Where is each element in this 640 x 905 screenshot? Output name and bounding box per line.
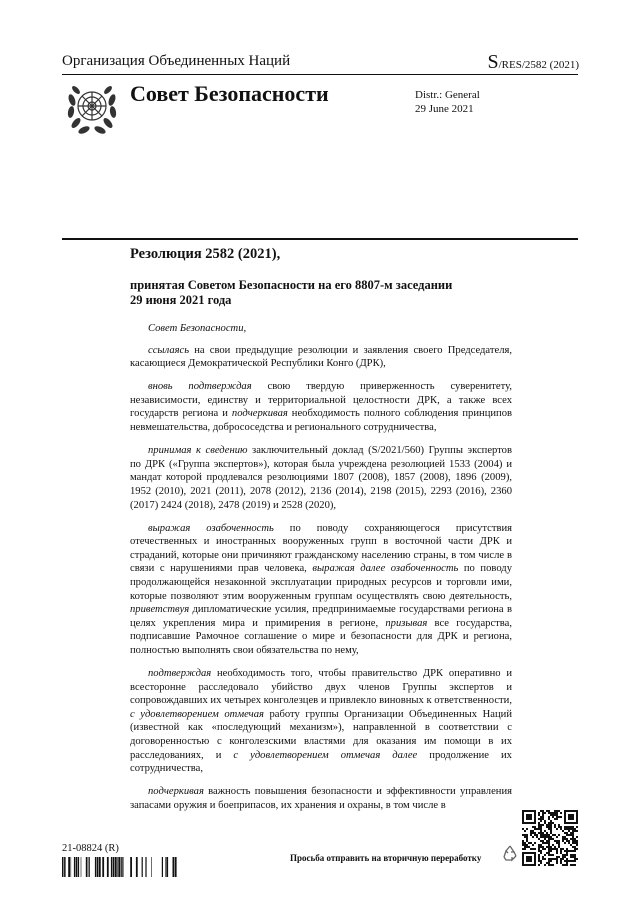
resolution-title: Резолюция 2582 (2021), <box>130 246 281 262</box>
preamble-paragraph-4: выражая озабоченность по поводу сохраняющегося присутствия отечественных и иностранных вооруженных групп в восточной части ДРК и страданий, которые они причиняют гражданскому населению страны, в том числе в связи с нарушениями прав человека, выражая далее озабоченность по поводу продолжающейся незаконной эксплуатации природных ресурсов и торговли ими, которые позволяют этим вооруженным группам осуществлять свою деятельность, приветствуя дипломатические усилия, предпринимаемые государствами региона в целях укрепления мира и примирения в регионе, призывая все государства, подписавшие Рамочное соглашение о мире и безопасности для ДРК и региона, полностью выполнять свои обязательства по нему, <box>130 522 512 656</box>
organization-name: Организация Объединенных Наций <box>62 53 291 69</box>
resolution-body <box>130 322 512 822</box>
symbol-letter: S <box>487 51 499 73</box>
masthead-rule <box>62 238 578 240</box>
document-number: 21-08824 (R) <box>62 843 119 854</box>
preamble-paragraph-6: подчеркивая важность повышения безопасности и эффективности управления запасами оружия и боеприпасов, их хранения и охраны, в том числе в <box>130 786 512 811</box>
preamble-paragraph-1: ссылаясь на свои предыдущие резолюции и заявления своего Председателя, касающиеся Демократической Республики Конго (ДРК), <box>130 344 512 370</box>
issue-date: 29 June 2021 <box>415 103 474 115</box>
preamble-paragraph-5: подтверждая необходимость того, чтобы правительство ДРК оперативно и всесторонне расследовало убийство двух членов Группы экспертов и сопровождавших их четырех конголезцев и привлекло виновных к ответственности, с удовлетворением отмечая работу группы Организации Объединенных Наций (известной как «последующий механизм»), направленной в соответствии с договоренностью с конголезскими властями для оказания им помощи в их расследованиях, и с удовлетворением отмечая далее продолжение их сотрудничества, <box>130 668 512 775</box>
distribution-block <box>415 88 480 116</box>
un-emblem-icon <box>64 78 120 142</box>
preamble-paragraph-3: принимая к сведению заключительный доклад (S/2021/560) Группы экспертов по ДРК («Группа экспертов»), которая была учреждена резолюцией 1533 (2004) и мандат которой продлевался резолюциями 1807 (2008), 1857 (2008), 1896 (2009), 1952 (2010), 2021 (2011), 2078 (2012), 2136 (2014), 2198 (2015), 2293 (2016), 2360 (2017) 2424 (2018), 2478 (2019) и 2528 (2020), <box>130 445 512 511</box>
recycle-icon <box>500 843 520 863</box>
preamble-paragraph-2: вновь подтверждая свою твердую приверженность суверенитету, независимости, единству и территориальной целостности ДРК, а также всех государств региона и подчеркивая необходимость полного соблюдения принципов невмешательства, добрососедства и регионального сотрудничества, <box>130 381 512 434</box>
document-symbol <box>488 51 580 74</box>
council-name: Совет Безопасности <box>130 81 329 106</box>
barcode-icon <box>62 857 180 877</box>
distribution-status: Distr.: General <box>415 89 480 101</box>
symbol-rest: /RES/2582 (2021) <box>498 59 579 71</box>
resolution-subtitle <box>130 278 490 308</box>
qr-code-icon <box>522 810 578 866</box>
subtitle-line-2: 29 июня 2021 года <box>130 293 232 307</box>
header-rule <box>62 74 578 75</box>
opening-line: Совет Безопасности, <box>148 323 247 334</box>
subtitle-line-1: принятая Советом Безопасности на его 8807-м заседании <box>130 278 453 292</box>
recycle-notice: Просьба отправить на вторичную переработку <box>290 853 482 863</box>
